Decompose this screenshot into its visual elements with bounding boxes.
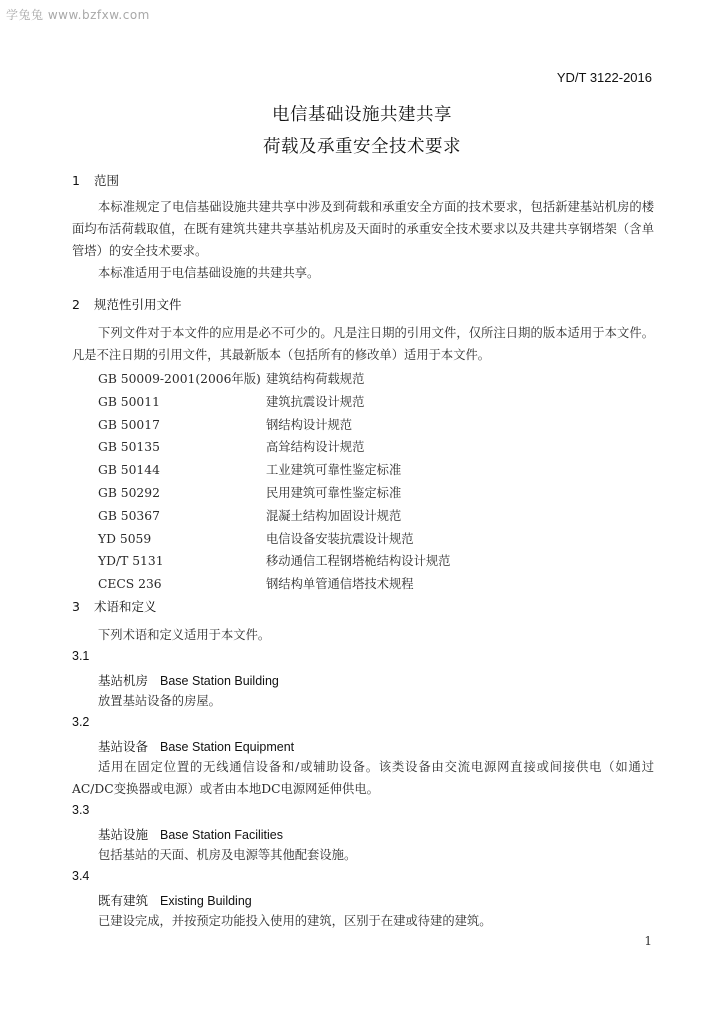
reference-code: GB 50135 bbox=[98, 440, 160, 455]
reference-code: YD 5059 bbox=[98, 531, 152, 546]
reference-item bbox=[98, 414, 658, 437]
reference-code: GB 50367 bbox=[98, 508, 160, 523]
reference-code: GB 50292 bbox=[98, 485, 160, 500]
reference-name: 钢结构单管通信塔技术规程 bbox=[266, 577, 414, 592]
term-number: 3.4 bbox=[72, 869, 90, 883]
term-chinese: 既有建筑 bbox=[98, 893, 149, 908]
section-title: 术语和定义 bbox=[94, 599, 157, 614]
term-definition: 已建设完成，并按预定功能投入使用的建筑，区别于在建或待建的建筑。 bbox=[98, 914, 492, 928]
section-3-heading bbox=[72, 597, 157, 615]
section-title: 范围 bbox=[94, 173, 120, 188]
section-2-heading bbox=[72, 295, 182, 313]
document-number: YD/T 3122-2016 bbox=[556, 70, 652, 85]
term-definition: 包括基站的天面、机房及电源等其他配套设施。 bbox=[98, 848, 357, 862]
term-number: 3.2 bbox=[72, 715, 90, 729]
term-heading bbox=[98, 825, 283, 843]
section-1-heading bbox=[72, 171, 119, 189]
reference-name: 移动通信工程钢塔桅结构设计规范 bbox=[266, 554, 451, 569]
reference-item bbox=[98, 528, 658, 551]
section-1-paragraph-1: 本标准规定了电信基础设施共建共享中涉及到荷载和承重安全方面的技术要求，包括新建基站机房的楼面均布活荷载取值，在既有建筑共建共享基站机房及天面时的承重安全技术要求以及共建共享钢塔架（含单管塔）的安全技术要求。 bbox=[72, 200, 654, 258]
reference-name: 电信设备安装抗震设计规范 bbox=[266, 531, 414, 546]
reference-code: CECS 236 bbox=[98, 577, 162, 592]
reference-code: GB 50011 bbox=[98, 394, 160, 409]
reference-name: 建筑结构荷载规范 bbox=[266, 372, 365, 386]
term-english: Base Station Building bbox=[160, 674, 279, 688]
reference-name: 建筑抗震设计规范 bbox=[266, 394, 365, 409]
section-number: 1 bbox=[72, 173, 80, 188]
reference-code: GB 50009-2001(2006年版) bbox=[98, 372, 261, 386]
term-definition: 适用在固定位置的无线通信设备和/或辅助设备。该类设备由交流电源网直接或间接供电（如通过AC/DC变换器或电源）或者由本地DC电源网延伸供电。 bbox=[72, 760, 654, 796]
term-definition: 放置基站设备的房屋。 bbox=[98, 694, 221, 708]
section-number: 3 bbox=[72, 599, 80, 614]
reference-code: YD/T 5131 bbox=[98, 554, 164, 569]
term-chinese: 基站设施 bbox=[98, 827, 149, 842]
term-heading bbox=[98, 737, 294, 755]
term-heading bbox=[98, 671, 279, 689]
term-chinese: 基站设备 bbox=[98, 739, 149, 754]
term-english: Base Station Equipment bbox=[160, 740, 295, 754]
section-2-paragraph-1: 下列文件对于本文件的应用是必不可少的。凡是注日期的引用文件，仅所注日期的版本适用于本文件。凡是不注日期的引用文件，其最新版本（包括所有的修改单）适用于本文件。 bbox=[72, 326, 654, 362]
reference-list bbox=[98, 368, 658, 596]
page-number: 1 bbox=[644, 934, 652, 948]
reference-item bbox=[98, 436, 658, 459]
watermark: 学兔兔 www.bzfxw.com bbox=[6, 8, 150, 22]
section-3-intro: 下列术语和定义适用于本文件。 bbox=[98, 628, 271, 642]
reference-name: 混凝土结构加固设计规范 bbox=[266, 508, 402, 523]
document-title-line1: 电信基础设施共建共享 bbox=[272, 105, 452, 125]
reference-item bbox=[98, 368, 658, 391]
reference-item bbox=[98, 391, 658, 414]
section-1-paragraph-2: 本标准适用于电信基础设施的共建共享。 bbox=[98, 266, 320, 280]
reference-item bbox=[98, 482, 658, 505]
term-english: Existing Building bbox=[160, 894, 252, 908]
term-english: Base Station Facilities bbox=[160, 828, 283, 842]
section-number: 2 bbox=[72, 297, 80, 312]
term-heading bbox=[98, 891, 252, 909]
reference-name: 钢结构设计规范 bbox=[266, 417, 353, 432]
term-number: 3.1 bbox=[72, 649, 90, 663]
reference-name: 高耸结构设计规范 bbox=[266, 440, 365, 455]
section-title: 规范性引用文件 bbox=[94, 297, 182, 312]
document-title-line2: 荷载及承重安全技术要求 bbox=[263, 137, 461, 157]
reference-item bbox=[98, 573, 658, 596]
reference-item bbox=[98, 459, 658, 482]
term-number: 3.3 bbox=[72, 803, 90, 817]
reference-item bbox=[98, 550, 658, 573]
reference-code: GB 50017 bbox=[98, 417, 160, 432]
reference-name: 民用建筑可靠性鉴定标准 bbox=[266, 485, 402, 500]
term-chinese: 基站机房 bbox=[98, 673, 149, 688]
reference-name: 工业建筑可靠性鉴定标准 bbox=[266, 463, 402, 478]
reference-code: GB 50144 bbox=[98, 463, 160, 478]
reference-item bbox=[98, 505, 658, 528]
